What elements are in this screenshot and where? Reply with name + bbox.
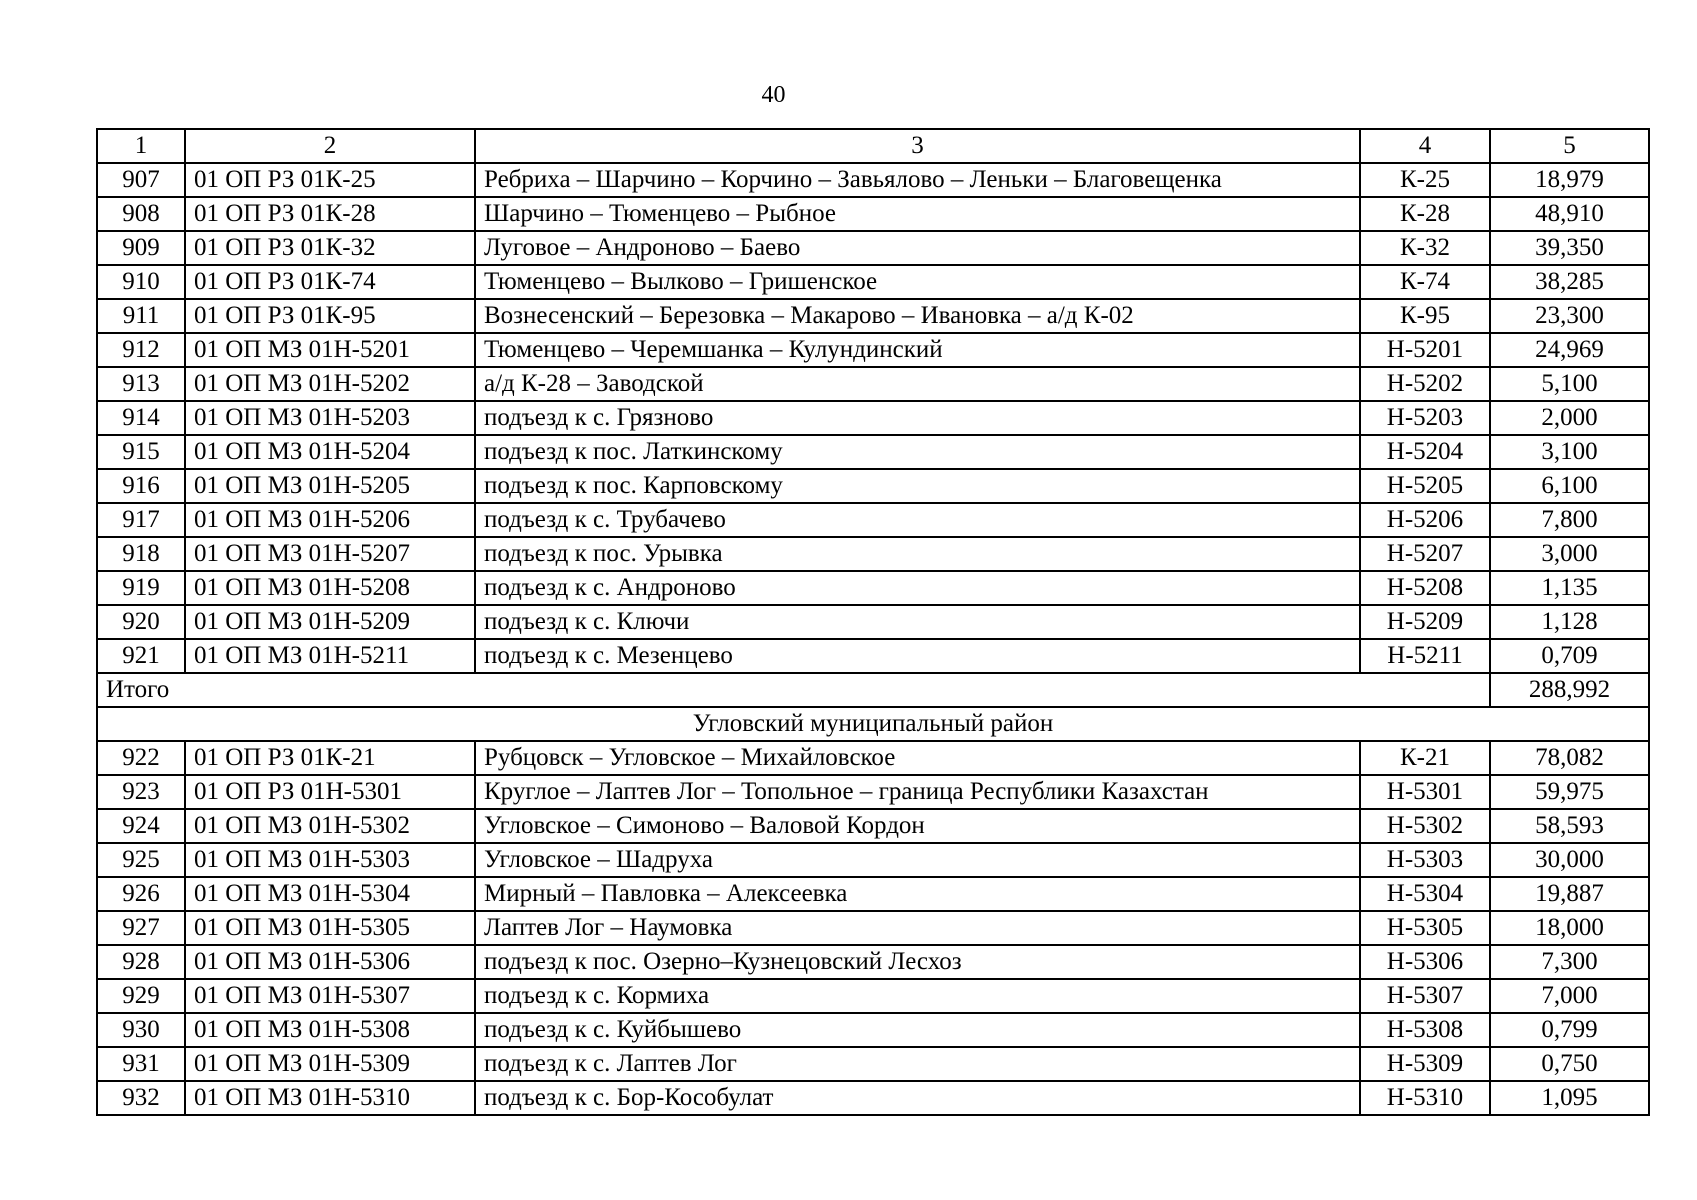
- road-id-cell: 01 ОП РЗ 01Н-5301: [185, 775, 475, 809]
- road-code-cell: К-74: [1360, 265, 1490, 299]
- road-id-cell: 01 ОП МЗ 01Н-5206: [185, 503, 475, 537]
- section-title: Угловский муниципальный район: [97, 707, 1649, 741]
- row-number-cell: 909: [97, 231, 185, 265]
- road-id-cell: 01 ОП РЗ 01К-21: [185, 741, 475, 775]
- table-row: [97, 163, 1649, 197]
- road-name-cell: подъезд к с. Кормиха: [475, 979, 1360, 1013]
- road-length-cell: 1,095: [1490, 1081, 1649, 1115]
- road-name-cell: подъезд к с. Мезенцево: [475, 639, 1360, 673]
- road-id-cell: 01 ОП МЗ 01Н-5307: [185, 979, 475, 1013]
- row-number-cell: 914: [97, 401, 185, 435]
- table-row: [97, 231, 1649, 265]
- road-name-cell: подъезд к с. Андроново: [475, 571, 1360, 605]
- total-row: [97, 673, 1649, 707]
- road-name-cell: подъезд к с. Ключи: [475, 605, 1360, 639]
- road-code-cell: Н-5302: [1360, 809, 1490, 843]
- road-id-cell: 01 ОП МЗ 01Н-5201: [185, 333, 475, 367]
- row-number-cell: 931: [97, 1047, 185, 1081]
- header-cell-2: 2: [185, 129, 475, 163]
- road-length-cell: 7,800: [1490, 503, 1649, 537]
- header-cell-1: 1: [97, 129, 185, 163]
- road-code-cell: К-95: [1360, 299, 1490, 333]
- road-name-cell: подъезд к с. Лаптев Лог: [475, 1047, 1360, 1081]
- road-name-cell: Шарчино – Тюменцево – Рыбное: [475, 197, 1360, 231]
- road-code-cell: Н-5303: [1360, 843, 1490, 877]
- road-length-cell: 2,000: [1490, 401, 1649, 435]
- road-length-cell: 18,000: [1490, 911, 1649, 945]
- road-code-cell: Н-5306: [1360, 945, 1490, 979]
- road-length-cell: 78,082: [1490, 741, 1649, 775]
- row-number-cell: 919: [97, 571, 185, 605]
- header-cell-3: 3: [475, 129, 1360, 163]
- road-name-cell: а/д К-28 – Заводской: [475, 367, 1360, 401]
- road-code-cell: Н-5310: [1360, 1081, 1490, 1115]
- row-number-cell: 908: [97, 197, 185, 231]
- table-row: [97, 401, 1649, 435]
- row-number-cell: 912: [97, 333, 185, 367]
- road-code-cell: Н-5202: [1360, 367, 1490, 401]
- road-code-cell: Н-5304: [1360, 877, 1490, 911]
- table-row: [97, 197, 1649, 231]
- road-name-cell: подъезд к с. Бор-Кособулат: [475, 1081, 1360, 1115]
- road-code-cell: Н-5209: [1360, 605, 1490, 639]
- road-name-cell: подъезд к с. Куйбышево: [475, 1013, 1360, 1047]
- road-length-cell: 38,285: [1490, 265, 1649, 299]
- road-code-cell: Н-5203: [1360, 401, 1490, 435]
- table-row: [97, 299, 1649, 333]
- road-length-cell: 23,300: [1490, 299, 1649, 333]
- road-name-cell: Вознесенский – Березовка – Макарово – Ивановка – а/д К-02: [475, 299, 1360, 333]
- road-code-cell: Н-5305: [1360, 911, 1490, 945]
- road-name-cell: Угловское – Симоново – Валовой Кордон: [475, 809, 1360, 843]
- row-number-cell: 932: [97, 1081, 185, 1115]
- road-code-cell: Н-5309: [1360, 1047, 1490, 1081]
- row-number-cell: 927: [97, 911, 185, 945]
- table-row: [97, 333, 1649, 367]
- total-value: 288,992: [1490, 673, 1649, 707]
- road-code-cell: Н-5208: [1360, 571, 1490, 605]
- page-number: [0, 80, 1697, 110]
- road-id-cell: 01 ОП РЗ 01К-95: [185, 299, 475, 333]
- road-length-cell: 18,979: [1490, 163, 1649, 197]
- table-row: [97, 741, 1649, 775]
- road-id-cell: 01 ОП МЗ 01Н-5202: [185, 367, 475, 401]
- road-length-cell: 5,100: [1490, 367, 1649, 401]
- road-id-cell: 01 ОП МЗ 01Н-5309: [185, 1047, 475, 1081]
- road-id-cell: 01 ОП МЗ 01Н-5203: [185, 401, 475, 435]
- road-name-cell: подъезд к пос. Урывка: [475, 537, 1360, 571]
- road-id-cell: 01 ОП МЗ 01Н-5310: [185, 1081, 475, 1115]
- roads-table-body: [97, 129, 1649, 1115]
- road-name-cell: Тюменцево – Вылково – Гришенское: [475, 265, 1360, 299]
- road-id-cell: 01 ОП РЗ 01К-74: [185, 265, 475, 299]
- road-name-cell: Лаптев Лог – Наумовка: [475, 911, 1360, 945]
- road-name-cell: Рубцовск – Угловское – Михайловское: [475, 741, 1360, 775]
- road-name-cell: подъезд к с. Трубачево: [475, 503, 1360, 537]
- row-number-cell: 916: [97, 469, 185, 503]
- table-row: [97, 605, 1649, 639]
- table-row: [97, 843, 1649, 877]
- row-number-cell: 929: [97, 979, 185, 1013]
- road-code-cell: К-21: [1360, 741, 1490, 775]
- road-code-cell: Н-5211: [1360, 639, 1490, 673]
- row-number-cell: 922: [97, 741, 185, 775]
- row-number-cell: 924: [97, 809, 185, 843]
- road-name-cell: Круглое – Лаптев Лог – Топольное – граница Республики Казахстан: [475, 775, 1360, 809]
- row-number-cell: 921: [97, 639, 185, 673]
- road-length-cell: 3,100: [1490, 435, 1649, 469]
- table-row: [97, 503, 1649, 537]
- road-id-cell: 01 ОП МЗ 01Н-5305: [185, 911, 475, 945]
- table-row: [97, 1047, 1649, 1081]
- table-row: [97, 945, 1649, 979]
- road-id-cell: 01 ОП РЗ 01К-32: [185, 231, 475, 265]
- road-length-cell: 1,135: [1490, 571, 1649, 605]
- road-length-cell: 30,000: [1490, 843, 1649, 877]
- road-length-cell: 24,969: [1490, 333, 1649, 367]
- row-number-cell: 926: [97, 877, 185, 911]
- road-id-cell: 01 ОП МЗ 01Н-5204: [185, 435, 475, 469]
- road-name-cell: подъезд к пос. Латкинскому: [475, 435, 1360, 469]
- road-length-cell: 19,887: [1490, 877, 1649, 911]
- row-number-cell: 913: [97, 367, 185, 401]
- road-code-cell: К-32: [1360, 231, 1490, 265]
- table-row: [97, 435, 1649, 469]
- table-row: [97, 911, 1649, 945]
- row-number-cell: 920: [97, 605, 185, 639]
- road-name-cell: подъезд к с. Грязново: [475, 401, 1360, 435]
- section-row: [97, 707, 1649, 741]
- road-length-cell: 7,300: [1490, 945, 1649, 979]
- road-id-cell: 01 ОП МЗ 01Н-5209: [185, 605, 475, 639]
- road-id-cell: 01 ОП МЗ 01Н-5302: [185, 809, 475, 843]
- road-code-cell: Н-5204: [1360, 435, 1490, 469]
- table-row: [97, 537, 1649, 571]
- road-id-cell: 01 ОП МЗ 01Н-5308: [185, 1013, 475, 1047]
- road-code-cell: Н-5206: [1360, 503, 1490, 537]
- row-number-cell: 923: [97, 775, 185, 809]
- road-id-cell: 01 ОП МЗ 01Н-5208: [185, 571, 475, 605]
- row-number-cell: 915: [97, 435, 185, 469]
- road-length-cell: 48,910: [1490, 197, 1649, 231]
- table-row: [97, 367, 1649, 401]
- road-id-cell: 01 ОП МЗ 01Н-5304: [185, 877, 475, 911]
- table-row: [97, 979, 1649, 1013]
- road-length-cell: 58,593: [1490, 809, 1649, 843]
- road-length-cell: 6,100: [1490, 469, 1649, 503]
- road-code-cell: Н-5205: [1360, 469, 1490, 503]
- road-length-cell: 3,000: [1490, 537, 1649, 571]
- road-id-cell: 01 ОП МЗ 01Н-5205: [185, 469, 475, 503]
- table-row: [97, 877, 1649, 911]
- road-name-cell: Угловское – Шадруха: [475, 843, 1360, 877]
- table-row: [97, 265, 1649, 299]
- road-length-cell: 1,128: [1490, 605, 1649, 639]
- row-number-cell: 911: [97, 299, 185, 333]
- row-number-cell: 928: [97, 945, 185, 979]
- header-cell-4: 4: [1360, 129, 1490, 163]
- road-length-cell: 0,709: [1490, 639, 1649, 673]
- header-cell-5: 5: [1490, 129, 1649, 163]
- page-number-text: 40: [761, 82, 786, 108]
- row-number-cell: 907: [97, 163, 185, 197]
- row-number-cell: 930: [97, 1013, 185, 1047]
- table-row: [97, 775, 1649, 809]
- road-code-cell: Н-5201: [1360, 333, 1490, 367]
- table-row: [97, 809, 1649, 843]
- row-number-cell: 925: [97, 843, 185, 877]
- table-row: [97, 1081, 1649, 1115]
- road-name-cell: Мирный – Павловка – Алексеевка: [475, 877, 1360, 911]
- road-id-cell: 01 ОП МЗ 01Н-5306: [185, 945, 475, 979]
- road-length-cell: 59,975: [1490, 775, 1649, 809]
- table-row: [97, 1013, 1649, 1047]
- road-code-cell: Н-5301: [1360, 775, 1490, 809]
- row-number-cell: 918: [97, 537, 185, 571]
- road-code-cell: Н-5307: [1360, 979, 1490, 1013]
- total-label: Итого: [97, 673, 1490, 707]
- road-id-cell: 01 ОП МЗ 01Н-5211: [185, 639, 475, 673]
- road-id-cell: 01 ОП РЗ 01К-28: [185, 197, 475, 231]
- road-name-cell: Ребриха – Шарчино – Корчино – Завьялово – Леньки – Благовещенка: [475, 163, 1360, 197]
- road-id-cell: 01 ОП МЗ 01Н-5303: [185, 843, 475, 877]
- road-name-cell: подъезд к пос. Озерно–Кузнецовский Лесхоз: [475, 945, 1360, 979]
- road-length-cell: 0,799: [1490, 1013, 1649, 1047]
- roads-table: [96, 128, 1650, 1116]
- road-name-cell: подъезд к пос. Карповскому: [475, 469, 1360, 503]
- road-name-cell: Тюменцево – Черемшанка – Кулундинский: [475, 333, 1360, 367]
- road-length-cell: 0,750: [1490, 1047, 1649, 1081]
- table-row: [97, 639, 1649, 673]
- row-number-cell: 910: [97, 265, 185, 299]
- road-length-cell: 7,000: [1490, 979, 1649, 1013]
- road-code-cell: Н-5308: [1360, 1013, 1490, 1047]
- header-row: [97, 129, 1649, 163]
- table-row: [97, 571, 1649, 605]
- road-name-cell: Луговое – Андроново – Баево: [475, 231, 1360, 265]
- road-code-cell: К-28: [1360, 197, 1490, 231]
- road-code-cell: Н-5207: [1360, 537, 1490, 571]
- row-number-cell: 917: [97, 503, 185, 537]
- road-length-cell: 39,350: [1490, 231, 1649, 265]
- road-id-cell: 01 ОП РЗ 01К-25: [185, 163, 475, 197]
- table-row: [97, 469, 1649, 503]
- road-id-cell: 01 ОП МЗ 01Н-5207: [185, 537, 475, 571]
- road-code-cell: К-25: [1360, 163, 1490, 197]
